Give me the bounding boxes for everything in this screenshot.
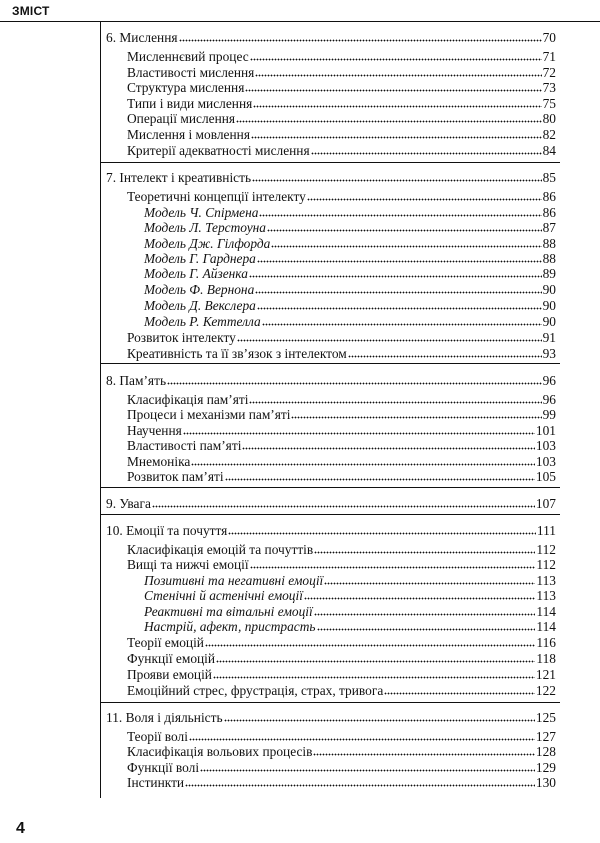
dot-leader (304, 597, 535, 600)
dot-leader (257, 260, 542, 263)
toc-subsection-entry[interactable] (144, 236, 556, 251)
dot-leader (348, 355, 542, 358)
toc-entry-page: 101 (535, 423, 556, 438)
toc-subsection-entry[interactable] (144, 251, 556, 266)
toc-section-entry[interactable] (127, 542, 556, 557)
toc-section-entry[interactable] (127, 189, 556, 204)
section-separator (100, 702, 560, 703)
toc-subsection-entry[interactable] (144, 604, 556, 619)
toc-entry-page: 130 (535, 775, 556, 790)
toc-subsection-entry[interactable] (144, 220, 556, 235)
toc-entry-page: 89 (542, 266, 556, 281)
toc-entry-page: 103 (535, 454, 556, 469)
toc-entry-page: 85 (542, 170, 556, 185)
toc-section-entry[interactable] (127, 407, 556, 422)
toc-section-entry[interactable] (127, 683, 556, 698)
toc-entry-title: Мислення і мовлення (127, 127, 250, 142)
toc-entry-title: Розвиток пам’яті (127, 469, 224, 484)
toc-entry-title: Властивості пам’яті (127, 438, 242, 453)
toc-entry-page: 114 (536, 604, 556, 619)
toc-entry-title: 9. Увага (106, 496, 151, 511)
toc-chapter-entry[interactable] (106, 170, 556, 185)
dot-leader (225, 478, 535, 481)
toc-entry-page: 113 (536, 588, 556, 603)
toc-entry-title: Модель Г. Айзенка (144, 266, 248, 281)
toc-entry-title: Позитивні та негативні емоції (144, 573, 324, 588)
toc-entry-page: 88 (542, 251, 556, 266)
toc-chapter-entry[interactable] (106, 710, 556, 725)
toc-entry-title: Теорії емоцій (127, 635, 204, 650)
toc-entry-page: 87 (542, 220, 556, 235)
toc-section-entry[interactable] (127, 454, 556, 469)
toc-subsection-entry[interactable] (144, 282, 556, 297)
toc-entry-title: 8. Пам’ять (106, 373, 167, 388)
toc-section-entry[interactable] (127, 651, 556, 666)
toc-section-entry[interactable] (127, 557, 556, 572)
toc-entry-title: Класифікація емоцій та почуттів (127, 542, 314, 557)
toc-entry-title: Функції емоцій (127, 651, 216, 666)
section-separator (100, 162, 560, 163)
toc-entry-page: 90 (542, 298, 556, 313)
toc-entry-title: Властивості мислення (127, 65, 255, 80)
toc-entry-page: 90 (542, 282, 556, 297)
toc-entry-page: 72 (542, 65, 556, 80)
toc-chapter-entry[interactable] (106, 496, 556, 511)
toc-subsection-entry[interactable] (144, 588, 556, 603)
toc-section-entry[interactable] (127, 392, 556, 407)
dot-leader (291, 416, 541, 419)
toc-entry-page: 112 (536, 557, 556, 572)
dot-leader (200, 769, 535, 772)
dot-leader (255, 74, 541, 77)
toc-section-entry[interactable] (127, 346, 556, 361)
dot-leader (259, 214, 541, 217)
dot-leader (253, 105, 541, 108)
toc-entry-page: 122 (535, 683, 556, 698)
toc-subsection-entry[interactable] (144, 266, 556, 281)
toc-entry-title: Класифікація пам’яті (127, 392, 249, 407)
toc-entry-page: 82 (542, 127, 556, 142)
toc-section-entry[interactable] (127, 635, 556, 650)
toc-entry-title: Модель Г. Гарднера (144, 251, 256, 266)
dot-leader (324, 582, 535, 585)
toc-entry-title: 7. Інтелект і креативність (106, 170, 252, 185)
toc-subsection-entry[interactable] (144, 573, 556, 588)
toc-entry-page: 128 (535, 744, 556, 759)
toc-entry-title: Розвиток інтелекту (127, 330, 236, 345)
dot-leader (191, 463, 535, 466)
dot-leader (213, 676, 535, 679)
dot-leader (179, 39, 542, 42)
toc-subsection-entry[interactable] (144, 298, 556, 313)
toc-entry-page: 111 (536, 523, 556, 538)
dot-leader (237, 339, 542, 342)
toc-entry-title: Мнемоніка (127, 454, 191, 469)
toc-entry-title: Критерії адекватності мислення (127, 143, 310, 158)
toc-entry-title: 11. Воля і діяльність (106, 710, 223, 725)
toc-entry-title: Стенічні й астенічні емоції (144, 588, 303, 603)
toc-entry-title: Процеси і механізми пам’яті (127, 407, 291, 422)
running-header: ЗМІСТ (12, 4, 50, 18)
toc-entry-title: Операції мислення (127, 111, 236, 126)
toc-entry-page: 129 (535, 760, 556, 775)
toc-entry-page: 103 (535, 438, 556, 453)
toc-entry-page: 93 (542, 346, 556, 361)
toc-entry-page: 125 (535, 710, 556, 725)
toc-entry-page: 112 (536, 542, 556, 557)
dot-leader (245, 89, 541, 92)
dot-leader (313, 753, 534, 756)
toc-section-entry[interactable] (127, 127, 556, 142)
dot-leader (249, 401, 541, 404)
toc-entry-title: Настрій, афект, пристрасть (144, 619, 316, 634)
dot-leader (251, 136, 542, 139)
section-separator (100, 363, 560, 364)
section-separator (100, 514, 560, 515)
dot-leader (228, 532, 536, 535)
toc-entry-title: Креативність та її зв’язок з інтелектом (127, 346, 347, 361)
toc-entry-title: 6. Мислення (106, 30, 178, 45)
toc-section-entry[interactable] (127, 330, 556, 345)
toc-entry-page: 96 (542, 373, 556, 388)
toc-entry-title: Вищі та нижчі емоції (127, 557, 249, 572)
dot-leader (189, 738, 535, 741)
toc-section-entry[interactable] (127, 143, 556, 158)
toc-entry-title: Модель Л. Терстоуна (144, 220, 266, 235)
toc-entry-title: Модель Ч. Спірмена (144, 205, 259, 220)
page-number: 4 (16, 820, 25, 837)
toc-entry-page: 90 (542, 314, 556, 329)
toc-entry-page: 99 (542, 407, 556, 422)
toc-entry-page: 121 (535, 667, 556, 682)
toc-entry-page: 96 (542, 392, 556, 407)
toc-entry-title: Модель Дж. Гілфорда (144, 236, 271, 251)
dot-leader (311, 152, 542, 155)
dot-leader (255, 291, 541, 294)
dot-leader (167, 382, 542, 385)
dot-leader (317, 628, 536, 631)
toc-section-entry[interactable] (127, 111, 556, 126)
toc-entry-page: 75 (542, 96, 556, 111)
dot-leader (249, 275, 542, 278)
toc-entry-page: 88 (542, 236, 556, 251)
toc-entry-page: 113 (536, 573, 556, 588)
toc-section-entry[interactable] (127, 469, 556, 484)
section-separator (100, 487, 560, 488)
toc-entry-title: Теорії волі (127, 729, 188, 744)
dot-leader (216, 660, 535, 663)
toc-entry-page: 86 (542, 205, 556, 220)
toc-section-entry[interactable] (127, 80, 556, 95)
dot-leader (314, 551, 535, 554)
dot-leader (224, 719, 535, 722)
dot-leader (205, 644, 535, 647)
toc-entry-page: 118 (536, 651, 556, 666)
dot-leader (250, 566, 536, 569)
toc-entry-title: Класифікація вольових процесів (127, 744, 313, 759)
toc-chapter-entry[interactable] (106, 30, 556, 45)
toc-subsection-entry[interactable] (144, 619, 556, 634)
toc-entry-title: Емоційний стрес, фрустрація, страх, тривога (127, 683, 384, 698)
toc-entry-page: 73 (542, 80, 556, 95)
toc-section-entry[interactable] (127, 775, 556, 790)
toc-chapter-entry[interactable] (106, 523, 556, 538)
toc-entry-title: Модель Ф. Вернона (144, 282, 255, 297)
toc-entry-page: 86 (542, 189, 556, 204)
dot-leader (262, 323, 542, 326)
toc-entry-title: Модель Д. Векслера (144, 298, 256, 313)
toc-entry-title: Теоретичні концепції інтелекту (127, 189, 306, 204)
dot-leader (307, 198, 542, 201)
dot-leader (183, 432, 535, 435)
toc-section-entry[interactable] (127, 438, 556, 453)
dot-leader (271, 245, 541, 248)
toc-entry-title: 10. Емоції та почуття (106, 523, 228, 538)
toc-entry-title: Структура мислення (127, 80, 245, 95)
dot-leader (257, 307, 542, 310)
toc-entry-page: 84 (542, 143, 556, 158)
dot-leader (267, 229, 542, 232)
toc-entry-page: 70 (542, 30, 556, 45)
dot-leader (252, 179, 542, 182)
toc-section-entry[interactable] (127, 729, 556, 744)
toc-entry-title: Модель Р. Кеттелла (144, 314, 261, 329)
toc-section-entry[interactable] (127, 49, 556, 64)
toc-section-entry[interactable] (127, 744, 556, 759)
dot-leader (185, 784, 535, 787)
toc-entry-title: Типи і види мислення (127, 96, 253, 111)
toc-section-entry[interactable] (127, 667, 556, 682)
toc-chapter-entry[interactable] (106, 373, 556, 388)
toc-entry-title: Мисленнєвий процес (127, 49, 249, 64)
toc-section-entry[interactable] (127, 65, 556, 80)
toc-section-entry[interactable] (127, 96, 556, 111)
toc-entry-page: 116 (536, 635, 556, 650)
toc-entry-title: Інстинкти (127, 775, 185, 790)
toc-section-entry[interactable] (127, 423, 556, 438)
toc-entry-page: 105 (535, 469, 556, 484)
toc-entry-title: Научення (127, 423, 182, 438)
toc-entry-title: Функції волі (127, 760, 200, 775)
toc-entry-page: 127 (535, 729, 556, 744)
toc-subsection-entry[interactable] (144, 314, 556, 329)
dot-leader (314, 613, 536, 616)
dot-leader (236, 120, 542, 123)
toc-entry-page: 114 (536, 619, 556, 634)
toc-entry-page: 71 (542, 49, 556, 64)
toc-entry-title: Реактивні та вітальні емоції (144, 604, 313, 619)
dot-leader (152, 505, 535, 508)
dot-leader (384, 692, 535, 695)
toc-subsection-entry[interactable] (144, 205, 556, 220)
toc-section-entry[interactable] (127, 760, 556, 775)
toc-entry-title: Прояви емоцій (127, 667, 212, 682)
toc-entry-page: 107 (535, 496, 556, 511)
toc-entry-page: 91 (542, 330, 556, 345)
dot-leader (242, 447, 534, 450)
dot-leader (250, 58, 542, 61)
toc-entry-page: 80 (542, 111, 556, 126)
